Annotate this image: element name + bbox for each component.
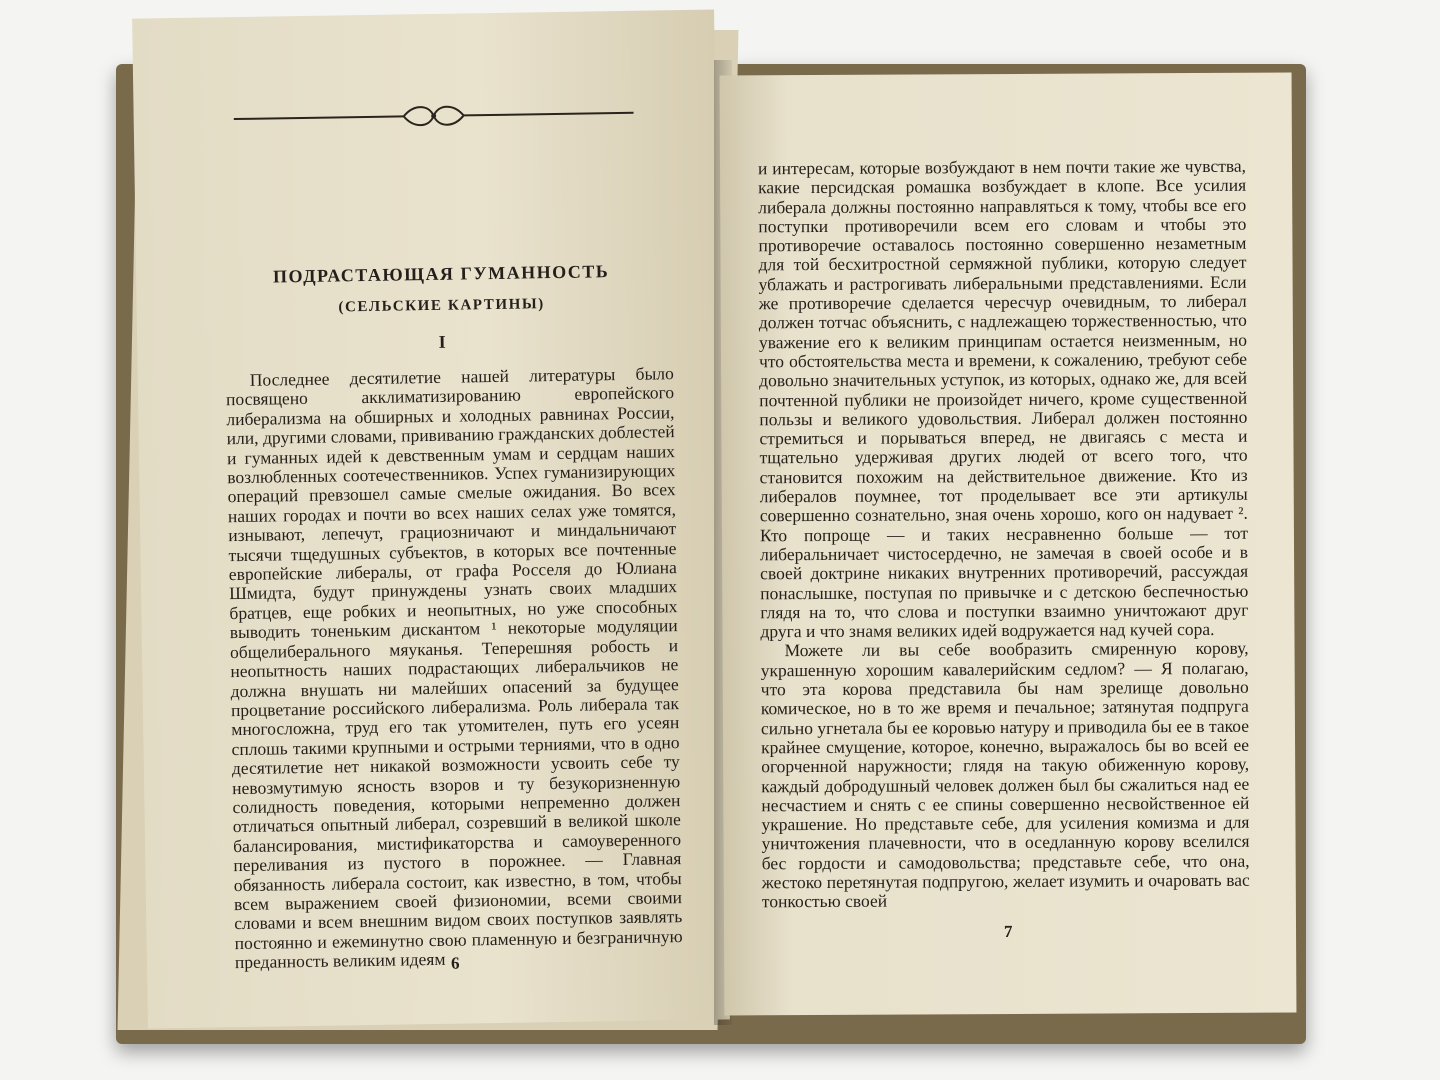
left-page: [132, 9, 730, 1028]
page-number: 6: [450, 953, 460, 973]
paragraph: Последнее десятилетие нашей литературы было посвящено акклиматизированию европейского либерализма на обширных и холодных равнинах России, или, другими словами, прививанию гражданских доблестей и гуманных идей к девственным умам и сердцам наших возлюбленных соотечественников. Успех гуманизирующих операций превзошел самые смелые ожидания. Во всех наших городах и почти во всех наших селах уже томятся, изнывают, лепечут, грациозничают и миндальничают тысячи тщедушных субъектов, в которых все почтенные европейские либералы, от графа Росселя до Юлиана Шмидта, будут принуждены узнать своих младших братцев, еще робких и неопытных, но уже способных выводить тоненьким дискантом ¹ некоторые модуляции общелиберального мяуканья. Теперешняя робость и неопытность наших подрастающих либеральчиков не должна внушать ни малейших опасений за будущее процветание российского либерализма. Роль либерала так многосложна, труд его так утомителен, путь его усеян сплошь такими крупными и острыми терниями, что в одно десятилетие нет никакой возможности усвоить себе ту невозмутимую ясность взоров и ту безукоризненную солидность поведения, которыми непременно должен отличаться опытный либерал, созревший в великой школе балансирования, мистификаторства и самоуверенного переливания из пустого в порожнее. — Главная обязанность либерала состоит, как известно, в том, чтобы всем выражением своей физиономии, всеми своими словами и всем внешним видом своих поступков заявлять постоянно и ежеминутно свою пламенную и безграничную преданность великим идеям: [225, 363, 683, 973]
page-number: 7: [1003, 921, 1013, 942]
right-page-text: [758, 157, 1250, 912]
paragraph: и интересам, которые возбуждают в нем почти такие же чувства, какие персидская ромашка возбуждает в клопе. Все усилия либерала должны постоянно направляться к тому, чтобы все его поступки противоречили всем его словам и чтобы это противоречие оставалось постоянно совершенно незаметным для той бесхитростной сермяжной публики, которую следует ублажать и растрогивать либеральными представлениями. Если же противоречие сделается чересчур очевидным, то либерал должен тотчас объяснить, с надлежащею торжественностью, что уважение его к великим принципам остается неизменным, но что обстоятельства места и времени, к сожалению, требуют себе довольно значительных уступок, из которых, однако же, для всей почтенной публики не произойдет ничего, кроме существенной пользы и великого удовольствия. Либерал должен постоянно стремиться и порываться вперед, не двигаясь с места и тщательно удерживая других людей от всего того, что становится похожим на действительное движение. Кто из либералов поумнее, тот проделывает все эти артикулы совершенно сознательно, зная очень хорошо, кого он надувает ². Кто попроще — и таких несравненно больше — тот либеральничает чистосердечно, не замечая в своей особе и в своей доктрине никаких внутренних противоречий, рассуждая понаслышке, поступая по привычке и с детскою беспечностью глядя на то, что слова и поступки взаимно уничтожают друг друга и что знамя великих идей водружается над кучей сора.: [757, 155, 1249, 642]
decorative-rule-ornament: [233, 99, 633, 133]
right-page: [720, 73, 1297, 1016]
chapter-title: ПОДРАСТАЮЩАЯ ГУМАННОСТЬ: [272, 261, 610, 287]
chapter-subtitle: (СЕЛЬСКИЕ КАРТИНЫ): [338, 296, 545, 316]
section-numeral: I: [438, 331, 446, 352]
paragraph: Можете ли вы себе вообразить смиренную корову, украшенную хорошим кавалерийским седлом? — Я полагаю, что эта корова представила бы нам зрелище довольно комическое, но в то же время и печальное; затянутая подпруга сильно угнетала бы ее коровью натуру и приводила бы ее в такое крайнее смущение, которое, конечно, выражалось бы во всей ее огорченной наружности; глядя на такую обиженную корову, каждый добродушный человек должен был бы сжалиться над ее несчастием и снять с ее спины совершенно несвойственное ей украшение. Но представьте себе, для усиления комизма и для уничтожения плачевности, что в оседланную корову вселился бес гордости и самодовольства; представьте себе, что она, жестоко перетянутая подпругою, желает изумить и очаровать вас тонкостью своей: [760, 638, 1250, 912]
left-page-text: [226, 364, 683, 973]
